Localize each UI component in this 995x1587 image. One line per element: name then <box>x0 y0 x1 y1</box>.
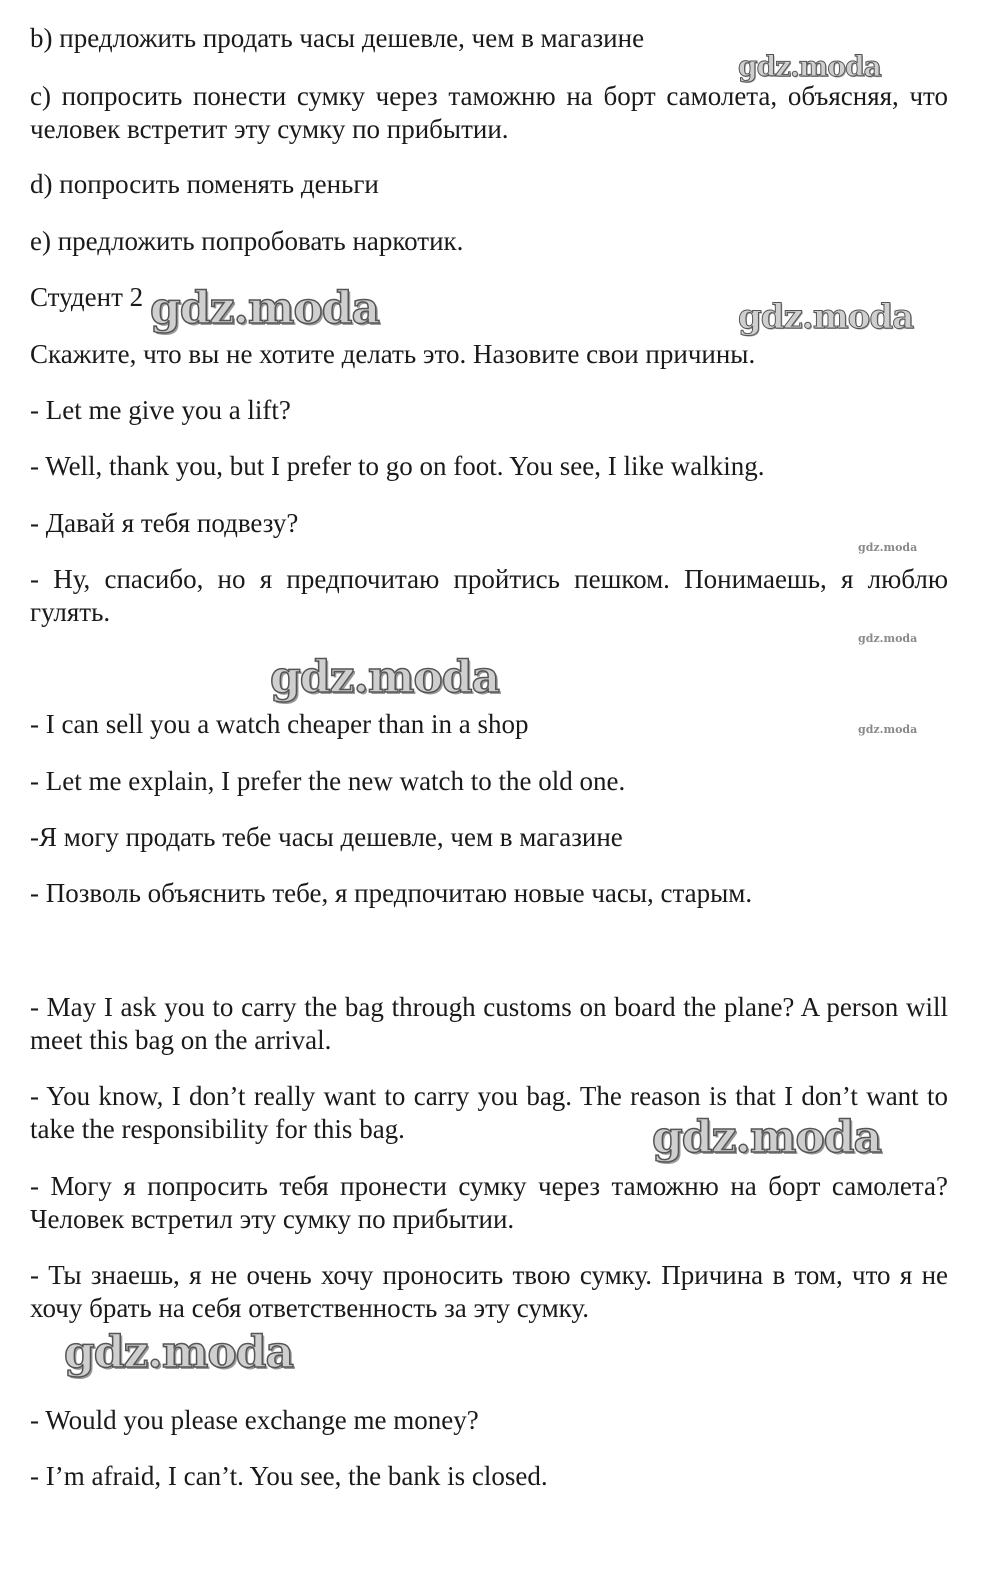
dialogue-line: - I’m afraid, I can’t. You see, the bank is closed. <box>30 1461 548 1491</box>
option-e: e) предложить попробовать наркотик. <box>30 226 464 256</box>
dialogue-line: - Ты знаешь, я не очень хочу проносить твою сумку. Причина в том, что я не хочу брать на себя ответственность за эту сумку. <box>30 1260 948 1323</box>
option-d: d) попросить поменять деньги <box>30 169 379 199</box>
dialogue-line: - Ну, спасибо, но я предпочитаю пройтись пешком. Понимаешь, я люблю гулять. <box>30 564 948 627</box>
option-b: b) предложить продать часы дешевле, чем в магазине <box>30 23 645 53</box>
dialogue-line: - Well, thank you, but I prefer to go on foot. You see, I like walking. <box>30 451 765 481</box>
watermark: gdz.moda <box>150 283 380 334</box>
dialogue-line: - Would you please exchange me money? <box>30 1405 479 1435</box>
dialogue-line: - Позволь объяснить тебе, я предпочитаю новые часы, старым. <box>30 878 753 908</box>
dialogue-line: - I can sell you a watch cheaper than in a shop <box>30 709 529 739</box>
dialogue-line: -Я могу продать тебе часы дешевле, чем в магазине <box>30 822 623 852</box>
watermark: gdz.moda <box>858 723 918 736</box>
option-c: c) попросить понести сумку через таможню на борт самолета, объясняя, что человек встретит эту сумку по прибытии. <box>30 81 948 144</box>
dialogue-line: - May I ask you to carry the bag through customs on board the plane? A person will meet this bag on the arrival. <box>30 992 948 1055</box>
dialogue-line: - Давай я тебя подвезу? <box>30 508 299 538</box>
watermark: gdz.moda <box>738 50 881 83</box>
watermark: gdz.moda <box>858 632 918 645</box>
dialogue-line: - Могу я попросить тебя пронести сумку через таможню на борт самолета? Человек встретил эту сумку по прибытии. <box>30 1171 948 1234</box>
watermark: gdz.moda <box>652 1112 882 1163</box>
watermark: gdz.moda <box>738 297 914 337</box>
watermark: gdz.moda <box>64 1327 294 1378</box>
dialogue-line: - Let me give you a lift? <box>30 395 291 425</box>
dialogue-line: - Let me explain, I prefer the new watch to the old one. <box>30 766 626 796</box>
dialogue-line: - You know, I don’t really want to carry you bag. The reason is that I don’t want to take the responsibility for this bag. <box>30 1081 948 1144</box>
watermark: gdz.moda <box>270 652 500 703</box>
watermark: gdz.moda <box>858 541 918 554</box>
instruction: Скажите, что вы не хотите делать это. Назовите свои причины. <box>30 339 756 369</box>
student-2-heading: Студент 2 <box>30 282 144 312</box>
